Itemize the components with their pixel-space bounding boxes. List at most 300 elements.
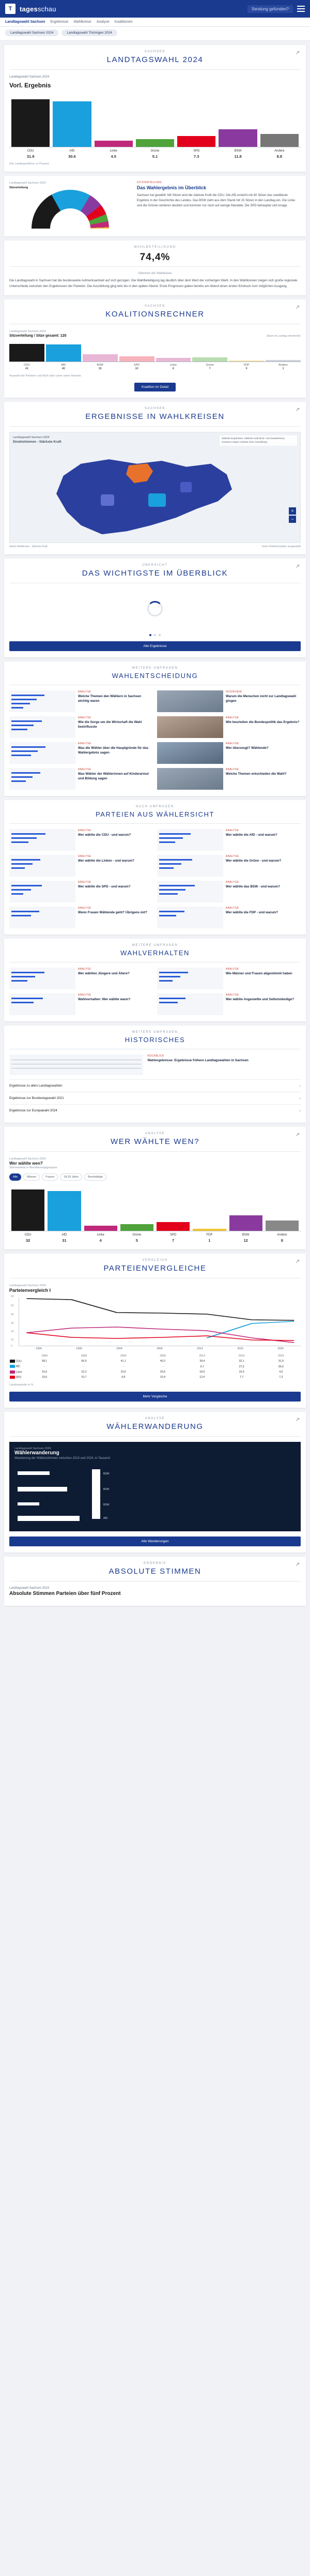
ww-tab-berufstaetige[interactable]: Berufstätige <box>84 1173 106 1181</box>
article-item[interactable] <box>9 690 153 712</box>
article-thumbnail <box>157 993 223 1015</box>
zoom-in-button[interactable]: + <box>289 507 296 515</box>
v: 32 <box>25 1238 30 1243</box>
th-2009: 2009 <box>160 1354 166 1358</box>
subnav-item-3[interactable]: Analyse <box>96 20 110 24</box>
article-thumbnail <box>157 768 223 790</box>
ww-label-fdp <box>193 1233 226 1243</box>
article-item[interactable] <box>157 968 301 989</box>
pa-kicker: NACH UMFRAGEN <box>136 805 174 809</box>
map-foot-left: Stand Wahlkreise - Stärkste Kraft <box>9 545 48 549</box>
article-item[interactable] <box>157 907 301 928</box>
cell: 32,1 <box>239 1360 244 1363</box>
l: FDP <box>206 1233 213 1237</box>
article-thumbnail <box>157 690 223 712</box>
coalition-bar-afd[interactable] <box>46 344 81 361</box>
overview-teaser[interactable] <box>137 181 301 208</box>
bar-label-cdu <box>11 149 50 159</box>
wahlentscheidung-card <box>4 661 306 796</box>
cell: 56,9 <box>81 1360 87 1363</box>
coalition-bar-cdu[interactable] <box>9 344 44 361</box>
districts-kicker: SACHSEN <box>144 407 166 411</box>
l: BSW <box>97 363 103 367</box>
s: 10 <box>135 367 138 371</box>
l: SPD <box>169 1233 177 1237</box>
article-thumbnail <box>157 907 223 928</box>
cell: - <box>44 1365 45 1368</box>
overview-card <box>4 176 306 236</box>
article-category: ANALYSE <box>225 742 239 746</box>
val: 4.5 <box>111 154 116 159</box>
map-header-small: Landtagswahl Sachsen 2024 <box>13 436 50 440</box>
vg-x-labels <box>19 1347 301 1350</box>
table-row <box>9 1375 301 1380</box>
subnav-item-0[interactable]: Landtagswahl Sachsen <box>5 20 45 24</box>
article-category: ANALYSE <box>225 855 239 858</box>
article-item[interactable] <box>9 881 153 902</box>
th-1994: 1994 <box>41 1354 48 1358</box>
subnav-item-4[interactable]: Koalitionen <box>114 20 133 24</box>
article-item[interactable] <box>157 855 301 877</box>
article-category: ANALYSE <box>78 690 91 694</box>
share-icon[interactable]: ↗ <box>295 564 300 570</box>
y-tick-30: 30 <box>11 1322 14 1325</box>
loading-spinner <box>147 601 163 616</box>
th-2019: 2019 <box>238 1354 245 1358</box>
article-title: Wie beurteilen die Bundespolitik das Ergebnis? <box>225 720 300 725</box>
districts-card <box>4 402 306 554</box>
cell: 22,2 <box>81 1370 87 1374</box>
divider <box>9 426 301 427</box>
article-thumbnail <box>9 716 75 738</box>
carousel-dots[interactable] <box>9 634 301 636</box>
y-tick-60: 60 <box>11 1295 14 1299</box>
article-title: Wer wählte die SPD - und warum? <box>78 885 131 889</box>
cell: - <box>162 1365 163 1368</box>
map-region-chemnitz[interactable] <box>101 494 114 506</box>
hamburger-icon[interactable] <box>297 6 305 12</box>
result-footnote: Der Landesamtliche, in Prozent <box>9 162 49 166</box>
v: 12 <box>243 1238 248 1243</box>
bar-label-bsw <box>219 149 257 159</box>
ww-label-linke <box>84 1233 117 1243</box>
cell: 39,4 <box>199 1360 205 1363</box>
all-migrations-button[interactable]: Alle Wanderungen <box>9 1536 301 1546</box>
flow-bar-from-3 <box>18 1516 80 1521</box>
ww-bar-cdu <box>11 1185 44 1231</box>
wv-kicker: WEITERE UMFRAGEN <box>132 944 178 947</box>
cell: 31,9 <box>278 1360 284 1363</box>
coalition-sub-small: Landtagswahl Sachsen 2024 <box>9 330 46 334</box>
article-item[interactable] <box>9 855 153 877</box>
article-thumbnail <box>9 968 75 989</box>
vg-table <box>9 1353 301 1380</box>
x-1994: 1994 <box>36 1347 42 1351</box>
hi-row-label: Ergebnisse zu allen Landtagswahlen <box>9 1084 63 1088</box>
l: AfD <box>61 1233 67 1237</box>
ww-sub: Wer wählte wen? <box>9 1161 43 1166</box>
cell: 9,8 <box>121 1376 126 1379</box>
brand[interactable] <box>20 5 56 13</box>
coalition-baseline <box>9 361 301 362</box>
overblick-title: DAS WICHTIGSTE IM ÜBERBLICK <box>82 569 228 578</box>
district-map[interactable] <box>9 432 301 543</box>
coalition-bar-andere[interactable] <box>266 344 301 361</box>
lbl: BSW <box>234 149 242 153</box>
share-icon[interactable]: ↗ <box>295 1258 300 1264</box>
article-thumbnail <box>9 907 75 928</box>
article-thumbnail <box>157 968 223 989</box>
article-thumbnail <box>9 742 75 764</box>
article-title: Wer überzeugt? Wählende? <box>225 746 269 750</box>
wd-box-title: Wählerwanderung <box>14 1450 59 1456</box>
chevron-right-icon: › <box>299 1083 301 1089</box>
result-caption-small: Landtagswahl Sachsen 2024 <box>9 76 50 79</box>
article-category: ANALYSE <box>78 855 91 858</box>
article-title: Wenn Frauen Wählende geht? Übrigens mit? <box>78 911 148 915</box>
map-zoom-controls[interactable] <box>289 507 296 524</box>
hi-row-0[interactable] <box>9 1079 301 1092</box>
ww-sub2: Stimmanteile in Bevölkerungsgruppen <box>9 1166 57 1170</box>
article-item[interactable] <box>157 690 301 712</box>
article-item[interactable] <box>157 768 301 790</box>
all-results-button[interactable]: Alle Ergebnisse <box>9 641 301 651</box>
cell: 12,4 <box>199 1376 205 1379</box>
val: 8.8 <box>276 154 283 159</box>
cell: 4,5 <box>279 1370 283 1374</box>
article-category: ANALYSE <box>225 993 239 997</box>
table-row <box>9 1359 301 1364</box>
cell: 16,5 <box>42 1370 48 1374</box>
wahlverhalten-card <box>4 939 306 1021</box>
article-item[interactable] <box>9 716 153 738</box>
flow-label-1: BSW <box>103 1487 110 1491</box>
coalition-bar-gruene[interactable] <box>192 344 227 361</box>
donut-caption-small: Landtagswahl Sachsen 2024 <box>9 182 46 185</box>
article-thumbnail <box>9 768 75 790</box>
article-category: ANALYSE <box>225 881 239 884</box>
article-category: ANALYSE <box>78 742 91 746</box>
coalition-label-afd <box>46 364 81 371</box>
v: 5 <box>135 1238 138 1243</box>
l: Grüne <box>206 363 214 367</box>
coalition-detail-button[interactable]: Koalition im Detail <box>134 383 176 391</box>
share-icon[interactable]: ↗ <box>295 1132 300 1138</box>
chip-thueringen[interactable]: Landtagswahl Thüringen 2024 <box>61 29 117 36</box>
bar-col-gruene <box>136 93 174 147</box>
map-region-dresden[interactable] <box>148 493 166 507</box>
flow-label-0: BSW <box>103 1472 110 1475</box>
wd-box-small: Landtagswahl Sachsen 2024 <box>14 1447 51 1450</box>
article-item[interactable] <box>9 968 153 989</box>
row-party-afd <box>9 1364 25 1369</box>
s: 0 <box>245 367 247 371</box>
article-category: ANALYSE <box>78 829 91 833</box>
article-category: ANALYSE <box>78 768 91 772</box>
map-foot-right: Keine Wahlkreisdaten ausgewählt <box>261 545 301 549</box>
share-icon[interactable]: ↗ <box>295 50 300 56</box>
article-thumbnail <box>9 829 75 851</box>
article-title: Wer wählte die Linken - und warum? <box>78 859 134 863</box>
v: 4 <box>99 1238 102 1243</box>
lbl: Linke <box>110 149 117 153</box>
wd-box-sub: Wanderung der Wählerstimmen zwischen 2019 und 2024, in Tausend <box>14 1456 110 1460</box>
article-thumbnail <box>157 855 223 877</box>
cell: 7,7 <box>239 1376 244 1379</box>
article-thumbnail <box>9 993 75 1015</box>
article-title: Wer wählte die FDP - und warum? <box>225 911 278 915</box>
coalition-bar-spd[interactable] <box>119 344 154 361</box>
hi-lead-category: RÜCKBLICK <box>147 1054 164 1058</box>
ww-bar-linke <box>84 1185 117 1231</box>
val: 30.6 <box>68 154 76 159</box>
bar-col-linke <box>95 93 133 147</box>
seat-donut <box>9 190 132 230</box>
table-header-row <box>9 1353 301 1359</box>
hi-row-1[interactable] <box>9 1092 301 1104</box>
bar-label-andere <box>260 149 299 159</box>
divider <box>9 823 301 824</box>
article-category: ANALYSE <box>78 993 91 997</box>
coalition-card <box>4 299 306 398</box>
result-caption <box>9 75 301 80</box>
ww-bar-fdp <box>193 1185 226 1231</box>
map-footer <box>9 545 301 548</box>
l: CDU <box>23 363 30 367</box>
x-2024: 2024 <box>277 1347 284 1351</box>
ww-tab-alle[interactable]: Alle <box>9 1173 21 1181</box>
coalition-labels <box>9 364 301 371</box>
wd-flow-diagram[interactable] <box>14 1464 296 1526</box>
article-thumbnail <box>9 855 75 877</box>
article-thumbnail <box>9 690 75 712</box>
article-thumbnail <box>157 716 223 738</box>
val: 5.1 <box>152 154 158 159</box>
bar-col-andere <box>260 93 299 147</box>
l: Andere <box>278 363 288 367</box>
coalition-sub: Sitzverteilung / Sitze gesamt: 120 <box>9 334 67 338</box>
ww-tab-jung[interactable]: 18-29 Jahre <box>60 1173 82 1181</box>
article-item[interactable] <box>157 716 301 738</box>
ww-bar-spd <box>157 1185 190 1231</box>
teaser-title: Das Wahlergebnis im Überblick <box>136 185 207 191</box>
overview-columns <box>9 181 301 230</box>
article-category: ANALYSE <box>78 968 91 971</box>
hi-lead[interactable] <box>9 1054 301 1075</box>
hi-row-2[interactable] <box>9 1104 301 1117</box>
bar-col-spd <box>177 93 215 147</box>
hi-lead-title: Wahlergebnisse: Ergebnisse frühere Landtagswahlen in Sachsen <box>147 1059 249 1063</box>
coalition-bars <box>9 344 301 361</box>
result-card <box>4 45 306 172</box>
article-item[interactable] <box>157 829 301 851</box>
subnav-item-2[interactable]: Wahlkreise <box>73 20 91 24</box>
ww-bar-gruene <box>120 1185 153 1231</box>
ww-label-afd <box>48 1233 81 1243</box>
article-item[interactable] <box>157 993 301 1015</box>
article-title: Wahlverhalten: Wer wählte wann? <box>78 998 131 1002</box>
more-comparisons-button[interactable]: Mehr Vergleiche <box>9 1392 301 1402</box>
ww-tab-frauen[interactable]: Frauen <box>42 1173 58 1181</box>
article-category: ANALYSE <box>78 907 91 910</box>
x-2009: 2009 <box>157 1347 163 1351</box>
y-tick-50: 50 <box>11 1304 14 1308</box>
cell: 40,2 <box>160 1360 166 1363</box>
wv-article-grid <box>9 968 301 1015</box>
row-party-linke <box>9 1369 25 1375</box>
cell: 9,7 <box>200 1365 204 1368</box>
article-category: ANALYSE <box>225 768 239 772</box>
bar-label-afd <box>53 149 91 159</box>
ab-title: ABSOLUTE STIMMEN <box>109 1566 202 1576</box>
lbl: SPD <box>193 149 200 153</box>
ww-tab-maenner[interactable]: Männer <box>23 1173 40 1181</box>
val: 11.8 <box>234 154 242 159</box>
page-footer-space <box>0 1610 310 1631</box>
share-icon[interactable]: ↗ <box>295 305 300 311</box>
article-item[interactable] <box>9 742 153 764</box>
subnav-item-1[interactable]: Ergebnisse <box>50 20 69 24</box>
vergleich-card <box>4 1254 306 1408</box>
y-tick-0: 0 <box>11 1345 12 1348</box>
chip-row <box>0 27 310 41</box>
x-1999: 1999 <box>76 1347 82 1351</box>
ww-bar-chart <box>9 1185 301 1231</box>
article-title: Welche Themen den Wählern in Sachsen wichtig waren <box>78 695 142 703</box>
article-category: ANALYSE <box>78 716 91 720</box>
coalition-bar-fdp[interactable] <box>229 344 264 361</box>
wd-kicker: ANALYSE <box>145 1417 165 1420</box>
coalition-kicker: SACHSEN <box>144 305 166 308</box>
ww-bar-afd <box>48 1185 81 1231</box>
flow-bar-target <box>92 1469 100 1519</box>
y-tick-40: 40 <box>11 1313 14 1317</box>
turnout-card <box>4 240 306 296</box>
y-tick-10: 10 <box>11 1338 14 1342</box>
turnout-value: 74,4% <box>140 251 171 263</box>
article-title: Was die Wähler über die Hauptgründe für das Wahlergebnis sagen <box>78 746 149 755</box>
article-item[interactable] <box>157 742 301 764</box>
cell: - <box>122 1365 124 1368</box>
article-category: ANALYSE <box>225 907 239 910</box>
teaser-text: Sachsen hat gewählt. Mit Sitzen wird die stärkste Kraft die CDU. Die AfD erreicht mit 40 Sitzen das zweitbeste Ergebnis in der Geschichte des Landes. Das BSW zieht aus dem Stand mit 15 Sitzen in den Landtag ein. Die Linke und die Grünen verlieren deutlich und kommen nur noch auf wenige Mandate. Die SPD behauptet sich knapp. <box>136 193 296 207</box>
article-item[interactable] <box>157 881 301 902</box>
article-title: Wer wählte die Grüne - und warum? <box>225 859 282 863</box>
article-title: Wie Männer und Frauen abgestimmt haben <box>225 972 292 976</box>
article-item[interactable] <box>9 993 153 1015</box>
search-input[interactable]: Sendung gefunden? <box>247 5 293 13</box>
cell: 10,4 <box>160 1376 166 1379</box>
coalition-bar-linke[interactable] <box>156 344 191 361</box>
districts-title: ERGEBNISSE IN WAHLKREISEN <box>85 412 225 421</box>
flow-bar-from-2 <box>18 1502 39 1505</box>
article-category: ANALYSE <box>225 716 239 720</box>
article-title: Wer wählte das BSW - und warum? <box>225 885 281 889</box>
val: 31.9 <box>26 154 35 159</box>
bar-label-gruene <box>136 149 174 159</box>
coalition-hint: Sitzen im Landtag erforderlich <box>266 334 301 338</box>
hi-row-label: Ergebnisse zur Europawahl 2024 <box>9 1109 57 1113</box>
article-thumbnail <box>157 742 223 764</box>
zoom-out-button[interactable]: − <box>289 516 296 523</box>
coalition-label-bsw <box>83 364 118 371</box>
l: FDP <box>243 363 250 367</box>
share-icon[interactable]: ↗ <box>295 407 300 413</box>
chip-sachsen[interactable]: Landtagswahl Sachsen 2024 <box>5 29 58 36</box>
article-item[interactable] <box>9 829 153 851</box>
share-icon[interactable]: ↗ <box>295 1561 300 1568</box>
article-title: Wer wählte die CDU - und warum? <box>78 833 131 837</box>
y-tick-20: 20 <box>11 1330 14 1334</box>
cell: 10,7 <box>81 1376 87 1379</box>
article-title: Wie die Sorge um die Wirtschaft die Wahl beeinflusste <box>78 720 142 729</box>
th-2004: 2004 <box>120 1354 127 1358</box>
divider <box>9 69 301 70</box>
v: 31 <box>62 1238 67 1243</box>
v: 8 <box>281 1238 283 1243</box>
coalition-bar-bsw[interactable] <box>83 344 118 361</box>
ww-bar-andere <box>266 1185 299 1231</box>
flow-bar-from-1 <box>18 1487 67 1492</box>
article-title: Warum die Menschen nicht zur Landtagswahl gingen <box>225 695 297 703</box>
x-2019: 2019 <box>237 1347 243 1351</box>
party-name: SPD <box>16 1376 22 1379</box>
s: 6 <box>172 367 174 371</box>
turnout-kicker: WAHLBETEILIGUNG <box>134 245 176 249</box>
cell: 23,6 <box>120 1370 126 1374</box>
map-region-goerlitz[interactable] <box>180 482 192 492</box>
hi-kicker: WEITERE UMFRAGEN <box>132 1031 178 1034</box>
article-title: Wer wählte die AfD - und warum? <box>225 833 277 837</box>
coalition-label-gruene <box>192 364 227 371</box>
divider <box>9 266 301 267</box>
ab-sub-small: Landtagswahl Sachsen 2024 <box>9 1586 50 1590</box>
logo[interactable]: T <box>5 4 16 14</box>
val: 7.3 <box>194 154 199 159</box>
x-2014: 2014 <box>197 1347 203 1351</box>
article-title: Welche Themen entschieden die Wahl? <box>225 772 287 776</box>
hi-thumbnail <box>9 1054 143 1075</box>
overview-donut-col <box>9 181 132 230</box>
bar-col-bsw <box>219 93 257 147</box>
turnout-caption: Stimmen der Wahlkreise <box>138 272 172 275</box>
row-party-spd <box>9 1375 25 1380</box>
cell: 18,9 <box>199 1370 205 1374</box>
article-title: Wer wählten Jüngere und Ältere? <box>78 972 130 976</box>
th-party <box>9 1353 25 1359</box>
overblick-kicker: ÜBERSICHT <box>142 564 168 567</box>
row-party-cdu <box>9 1359 25 1364</box>
table-row <box>9 1364 301 1369</box>
article-item[interactable] <box>9 768 153 790</box>
article-item[interactable] <box>9 907 153 928</box>
cell: 27,5 <box>239 1365 244 1368</box>
vg-sub-small: Landtagswahl Sachsen 2024 <box>9 1284 46 1287</box>
result-bar-labels <box>9 147 301 159</box>
x-2004: 2004 <box>116 1347 122 1351</box>
coalition-label-cdu <box>9 364 44 371</box>
wd-flow-box <box>9 1442 301 1531</box>
flow-label-3: AfD <box>103 1516 108 1520</box>
th-2024: 2024 <box>278 1354 284 1358</box>
v: 1 <box>208 1238 211 1243</box>
s: 15 <box>98 367 102 371</box>
share-icon[interactable]: ↗ <box>295 1417 300 1423</box>
ww-label-gruene <box>120 1233 153 1243</box>
coalition-label-andere <box>266 364 301 371</box>
l: Grüne <box>132 1233 142 1237</box>
coalition-label-linke <box>156 364 191 371</box>
